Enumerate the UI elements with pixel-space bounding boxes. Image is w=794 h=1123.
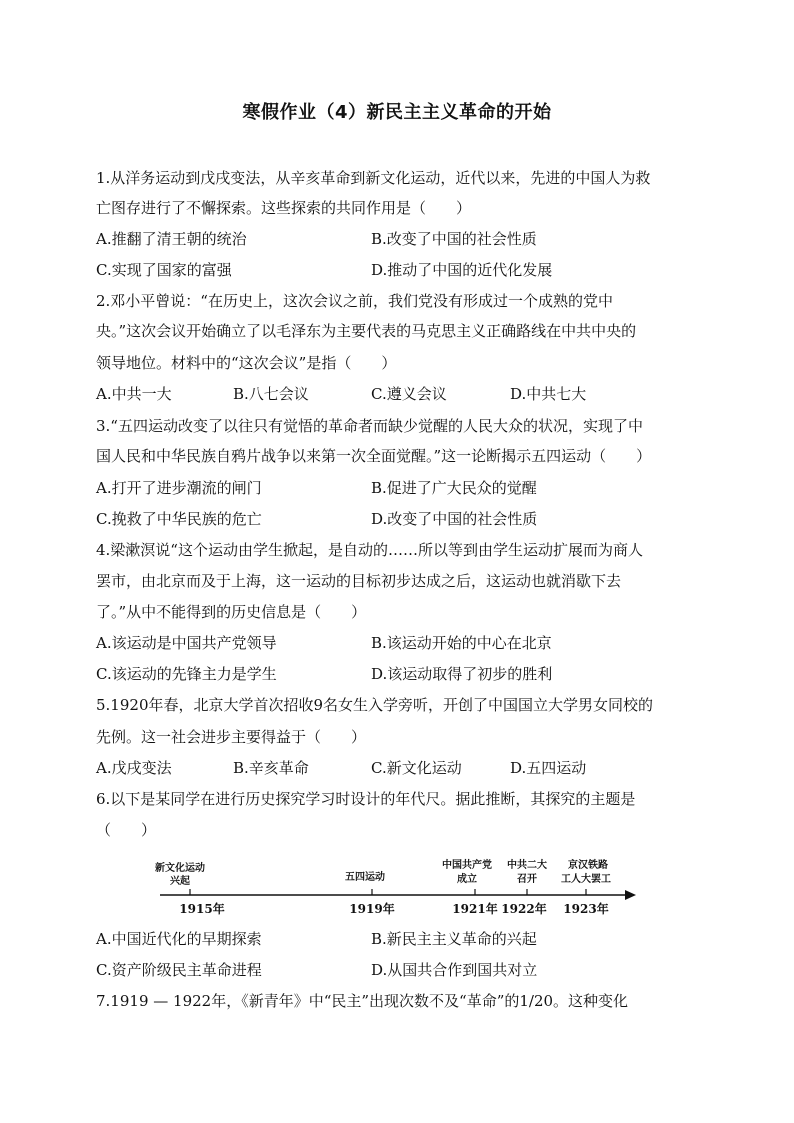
question-4-option-c[interactable]: C.该运动的先锋主力是学生: [96, 665, 277, 683]
question-4-stem-line-1: 4.梁漱溟说“这个运动由学生掀起，是自动的……所以等到由学生运动扩展而为商人: [96, 541, 643, 559]
timeline-year: 1922年: [501, 902, 547, 916]
timeline-event-label: 召开: [517, 874, 537, 885]
question-1-option-d[interactable]: D.推动了中国的近代化发展: [371, 261, 553, 279]
question-1-option-b[interactable]: B.改变了中国的社会性质: [371, 230, 537, 248]
question-3-option-a[interactable]: A.打开了进步潮流的闸门: [96, 479, 262, 497]
timeline-svg: [150, 855, 640, 925]
timeline-event-label: 新文化运动: [155, 863, 205, 874]
question-2-option-d[interactable]: D.中共七大: [510, 385, 587, 403]
question-5-option-a[interactable]: A.戊戌变法: [96, 759, 172, 777]
timeline-event-label: 成立: [457, 874, 477, 885]
question-6-option-a[interactable]: A.中国近代化的早期探索: [96, 930, 262, 948]
question-5-option-b[interactable]: B.辛亥革命: [233, 759, 309, 777]
question-3-stem-line-2: 国人民和中华民族自鸦片战争以来第一次全面觉醒。”这一论断揭示五四运动（ ）: [96, 447, 652, 465]
question-2-option-a[interactable]: A.中共一大: [96, 385, 172, 403]
question-6-stem-line-1: 6.以下是某同学在进行历史探究学习时设计的年代尺。据此推断，其探究的主题是: [96, 790, 636, 808]
question-4-stem-line-2: 罢市，由北京而及于上海，这一运动的目标初步达成之后，这运动也就消歇下去: [96, 572, 622, 590]
question-1-stem-line-2: 亡图存进行了不懈探索。这些探索的共同作用是（ ）: [96, 199, 472, 217]
timeline-year: 1915年: [179, 902, 225, 916]
timeline-event-label: 工人大罢工: [561, 874, 611, 885]
question-2-option-b[interactable]: B.八七会议: [233, 385, 309, 403]
page-title: 寒假作业（4）新民主主义革命的开始: [242, 102, 552, 123]
question-3-option-c[interactable]: C.挽救了中华民族的危亡: [96, 510, 262, 528]
question-2-stem-line-3: 领导地位。材料中的“这次会议”是指（ ）: [96, 354, 397, 372]
timeline-ruler: [150, 855, 640, 925]
question-3-option-b[interactable]: B.促进了广大民众的觉醒: [371, 479, 537, 497]
question-6-option-b[interactable]: B.新民主主义革命的兴起: [371, 930, 537, 948]
timeline-event-label: 兴起: [170, 876, 190, 887]
timeline-event-label: 中国共产党: [442, 860, 492, 871]
question-5-stem-line-1: 5.1920年春，北京大学首次招收9名女生入学旁听，开创了中国国立大学男女同校的: [96, 696, 654, 714]
question-2-stem-line-2: 央。”这次会议开始确立了以毛泽东为主要代表的马克思主义正确路线在中共中央的: [96, 322, 637, 340]
question-6-option-c[interactable]: C.资产阶级民主革命进程: [96, 961, 262, 979]
question-5-option-d[interactable]: D.五四运动: [510, 759, 587, 777]
question-4-option-d[interactable]: D.该运动取得了初步的胜利: [371, 665, 553, 683]
question-7-stem-line-1: 7.1919 — 1922年，《新青年》中“民主”出现次数不及“革命”的1/20。这种变化: [96, 992, 629, 1010]
question-1-option-a[interactable]: A.推翻了清王朝的统治: [96, 230, 247, 248]
timeline-event-label: 中共二大: [507, 860, 547, 871]
timeline-arrowhead: [625, 890, 636, 900]
question-6-option-d[interactable]: D.从国共合作到国共对立: [371, 961, 538, 979]
question-3-stem-line-1: 3.“五四运动改变了以往只有觉悟的革命者而缺少觉醒的人民大众的状况，实现了中: [96, 417, 643, 435]
timeline-year: 1919年: [349, 902, 395, 916]
question-4-option-b[interactable]: B.该运动开始的中心在北京: [371, 634, 552, 652]
question-4-option-a[interactable]: A.该运动是中国共产党领导: [96, 634, 277, 652]
question-5-stem-line-2: 先例。这一社会进步主要得益于（ ）: [96, 728, 367, 746]
question-2-option-c[interactable]: C.遵义会议: [371, 385, 447, 403]
question-1-option-c[interactable]: C.实现了国家的富强: [96, 261, 232, 279]
timeline-event-label: 京汉铁路: [568, 860, 608, 871]
question-4-stem-line-3: 了。”从中不能得到的历史信息是（ ）: [96, 603, 367, 621]
timeline-year: 1923年: [563, 902, 609, 916]
question-6-stem-line-2: （ ）: [96, 821, 157, 839]
question-3-option-d[interactable]: D.改变了中国的社会性质: [371, 510, 538, 528]
timeline-event-label: 五四运动: [345, 872, 385, 883]
question-1-stem-line-1: 1.从洋务运动到戊戌变法，从辛亥革命到新文化运动，近代以来，先进的中国人为救: [96, 169, 651, 187]
timeline-year: 1921年: [452, 902, 498, 916]
question-2-stem-line-1: 2.邓小平曾说：“在历史上，这次会议之前，我们党没有形成过一个成熟的党中: [96, 292, 613, 310]
question-5-option-c[interactable]: C.新文化运动: [371, 759, 462, 777]
